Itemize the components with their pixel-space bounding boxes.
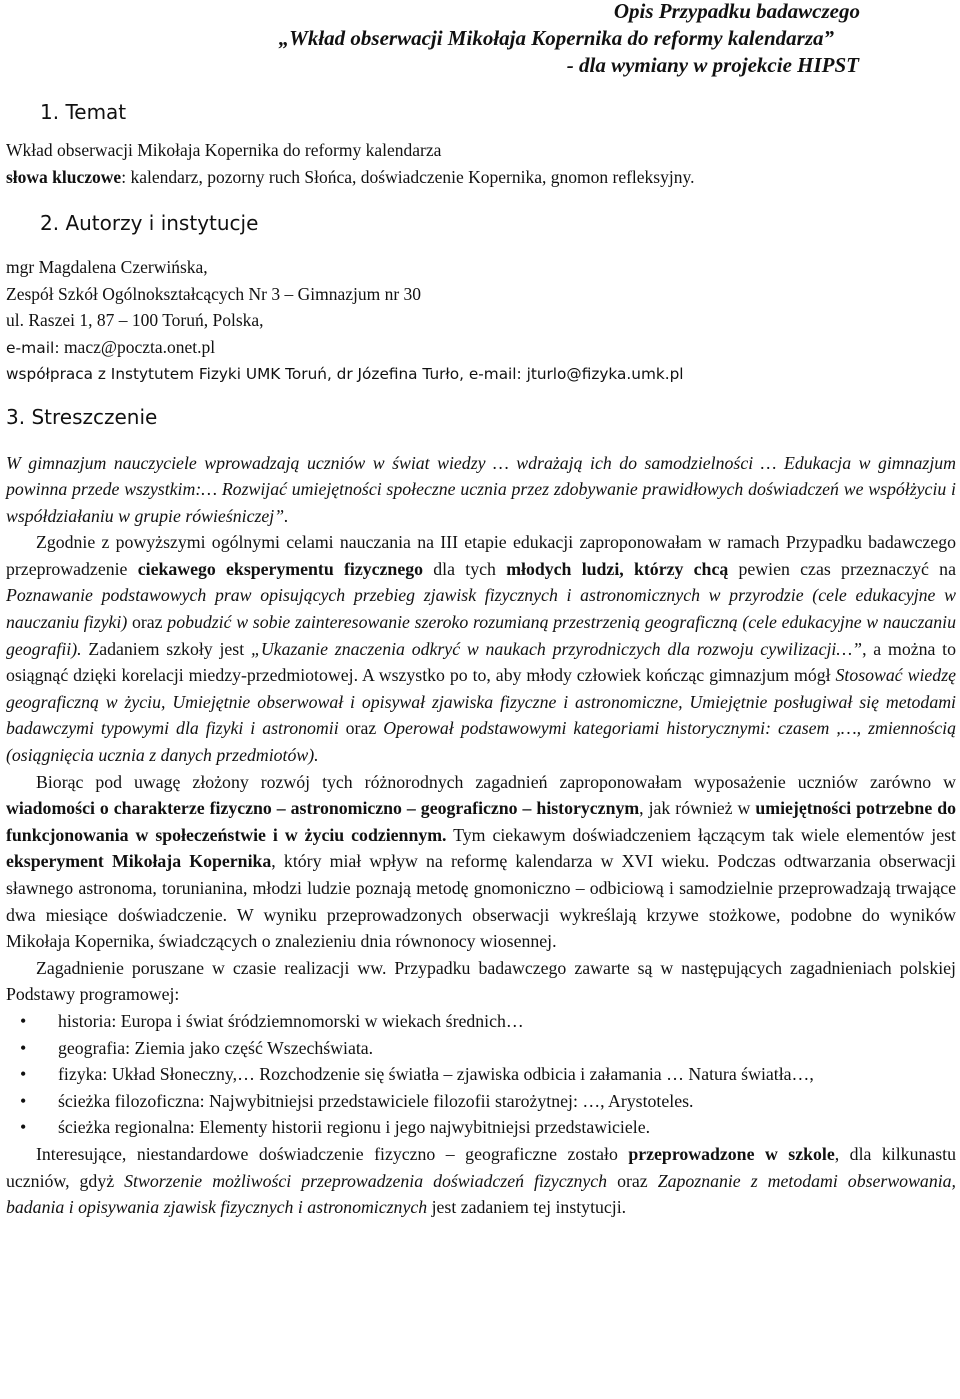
topic-line: Wkład obserwacji Mikołaja Kopernika do reformy kalendarza — [6, 140, 442, 160]
bullet-icon: • — [20, 1037, 27, 1058]
document-title: Opis Przypadku badawczego — [613, 0, 860, 23]
curriculum-topics-list — [6, 1008, 956, 1141]
bullet-icon: • — [20, 1010, 27, 1031]
p3-bold-knowledge: wiadomości o charakterze fizyczno – astronomiczno – geograficzno – historycznym — [6, 798, 640, 819]
list-item-text: geografia: Ziemia jako część Wszechświata. — [58, 1037, 374, 1058]
p5-italic-methods: Zapoznanie z metodami obserwowania, badania i opisywania zjawisk fizycznych i astronomicznych — [6, 1170, 956, 1218]
cooperation-line — [6, 361, 956, 388]
list-item-text: ścieżka regionalna: Elementy historii regionu i jego najwybitniejsi przedstawiciele. — [58, 1117, 651, 1138]
keywords-text: : kalendarz, pozorny ruch Słońca, doświadczenie Kopernika, gnomon refleksyjny. — [121, 166, 695, 187]
keywords-line — [6, 164, 956, 191]
list-item — [6, 1008, 956, 1035]
keywords-label: słowa kluczowe — [6, 166, 122, 187]
p5-text-g: jest zadaniem tej instytucji. — [427, 1197, 627, 1218]
section-1-body — [6, 137, 956, 190]
p3-text-a: Biorąc pod uwagę złożony rozwój tych różnorodnych zagadnień zaproponowałam wyposażenie uczniów zarówno w — [36, 771, 956, 792]
p2-italic-geography-goals: pobudzić w sobie zainteresowanie szeroko rozumianą przestrzenią geograficzną (cele edukacyjne w nauczaniu geografii). — [6, 612, 956, 659]
bullet-icon: • — [20, 1117, 27, 1138]
p2-text-e: pewien czas przeznaczyć na — [728, 558, 956, 579]
p2-text-a: Zgodnie z powyższymi ogólnymi celami nauczania na III etapie edukacji zaproponowałam w ramach Przypadku badawczego przeprowadzenie — [6, 532, 956, 579]
p2-italic-student-skills: Stosować wiedzę geograficzną w życiu, Umiejętnie obserwował i opisywał zjawiska fizyczne i astronomiczne, Umiejętnie posługiwał się metodami badawczymi typowymi dla fizyki i astronomii — [6, 665, 957, 739]
summary-paragraph-3 — [6, 769, 956, 955]
p2-bold-experiment: ciekawego eksperymentu fizycznego — [137, 558, 423, 579]
email-value[interactable]: macz@poczta.onet.pl — [59, 336, 216, 357]
list-item — [6, 1114, 956, 1141]
list-item — [6, 1088, 956, 1115]
p3-text-g: , który miał wpływ na reformę kalendarza w XVI wieku. Podczas odtwarzania obserwacji sławnego astronoma, torunianina, młodzi ludzie poznają metodę gnomoniczno – odbiciową i samodzielnie przeprowadzają trwające dwa miesiące doświadczenie. W wyniku przeprowadzonych obserwacji wykreślają krzywe stożkowe, podobne do wyników Mikołaja Kopernika, świadczących o znalezieniu dnia równonocy wiosennej. — [6, 851, 956, 952]
p3-bold-skills: umiejętności potrzebne do funkcjonowania w społeczeństwie i w życiu codziennym. — [6, 798, 956, 845]
cooperation-text: współpraca z Instytutem Fizyki UMK Toruń, dr Józefina Turło, e-mail: jturlo@fizyka.umk.pl — [6, 365, 684, 383]
p2-bold-young-people: młodych ludzi, którzy chcą — [506, 558, 729, 579]
p2-text-g: oraz — [127, 612, 168, 633]
p3-text-c: , jak również w — [639, 798, 756, 819]
summary-quote-paragraph: W gimnazjum nauczyciele wprowadzają uczniów w świat wiedzy … wdrażają ich do samodzielności … Edukacja w gimnazjum powinna przede wszystkim:… Rozwijać umiejętności społeczne ucznia przez zdobywanie prawidłowych doświadczeń we współżyciu i współdziałaniu w grupie rówieśniczej”. — [6, 452, 956, 526]
list-item — [6, 1061, 956, 1088]
email-label: e-mail: — [6, 338, 60, 357]
bullet-icon: • — [20, 1064, 27, 1085]
p3-text-e: Tym ciekawym doświadczeniem łączącym tak wiele elementów jest — [446, 824, 956, 845]
p2-text-i: Zadaniem szkoły jest — [81, 638, 251, 659]
document-subtitle-project: - dla wymiany w projekcie HIPST — [566, 53, 859, 77]
section-1-heading: 1. Temat — [40, 100, 127, 124]
list-item-text: fizyka: Układ Słoneczny,… Rozchodzenie się światła – zjawiska odbicia i załamania … Natura światła…, — [58, 1064, 814, 1085]
author-school: Zespół Szkół Ogólnokształcących Nr 3 – Gimnazjum nr 30 — [6, 283, 422, 304]
p5-text-c: , dla kilkunastu uczniów, gdyż — [6, 1143, 956, 1191]
p2-text-k: , a można to osiągnąć dzięki korelacji miedzy-przedmiotowej. A wszystko po to, aby młody człowiek kończąc gimnazjum mógł — [6, 638, 957, 686]
p5-italic-opportunity: Stworzenie możliwości przeprowadzenia doświadczeń fizycznych — [124, 1170, 608, 1191]
p2-italic-physics-goals: Poznawanie podstawowych praw opisujących przebieg zjawisk fizycznych i astronomicznych w przyrodzie (cele edukacyjne w nauczaniu fizyki) — [6, 585, 956, 633]
section-2-heading: 2. Autorzy i instytucje — [40, 211, 259, 235]
p2-italic-history: Operował podstawowymi kategoriami historycznymi: czasem ,…, zmiennością (osiągnięcia ucznia z danych przedmiotów). — [6, 718, 956, 766]
p2-text-m: oraz — [338, 718, 384, 739]
p2-italic-school-task: „Ukazanie znaczenia odkryć w naukach przyrodniczych dla rozwoju cywilizacji…” — [250, 638, 863, 659]
author-email-line — [6, 334, 956, 362]
author-name: mgr Magdalena Czerwińska, — [6, 257, 208, 277]
section-3-body — [6, 450, 956, 1221]
summary-paragraph-2 — [6, 529, 956, 768]
document-title-block — [6, 0, 956, 79]
list-item-text: historia: Europa i świat śródziemnomorski w wiekach średnich… — [58, 1010, 524, 1031]
section-3-heading: 3. Streszczenie — [6, 404, 158, 429]
list-item-text: ścieżka filozoficzna: Najwybitniejsi przedstawiciele filozofii starożytnej: …, Arystoteles. — [58, 1090, 694, 1111]
bullet-icon: • — [20, 1090, 27, 1111]
list-item — [6, 1035, 956, 1062]
summary-paragraph-5 — [6, 1141, 956, 1221]
p5-text-e: oraz — [607, 1170, 658, 1191]
p2-text-c: dla tych — [423, 558, 507, 579]
author-address: ul. Raszei 1, 87 – 100 Toruń, Polska, — [6, 310, 264, 330]
p3-bold-copernicus-experiment: eksperyment Mikołaja Kopernika — [6, 851, 272, 872]
section-2-body — [6, 254, 956, 388]
summary-paragraph-4: Zagadnienie poruszane w czasie realizacji ww. Przypadku badawczego zawarte są w następujących zagadnieniach polskiej Podstawy programowej: — [6, 957, 956, 1005]
document-page — [6, 0, 956, 1221]
document-subtitle: „Wkład obserwacji Mikołaja Kopernika do reformy kalendarza” — [278, 26, 834, 50]
p5-bold-conducted: przeprowadzone w szkole — [628, 1143, 835, 1164]
p5-text-a: Interesujące, niestandardowe doświadczenie fizyczno – geograficzne zostało — [36, 1143, 629, 1164]
